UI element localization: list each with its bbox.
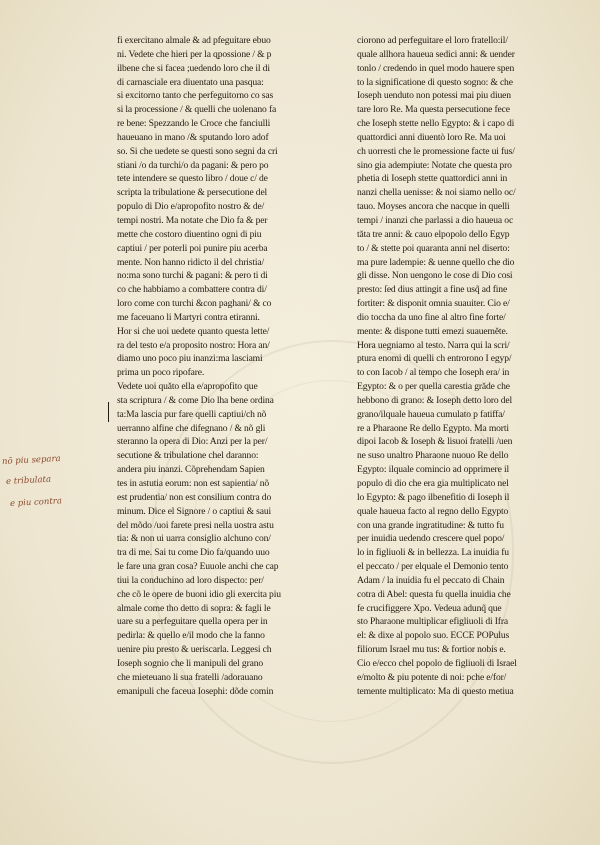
text-line: ni. Vedete che hieri per la ɋpossione / & p bbox=[117, 48, 272, 60]
text-line: fortiter: & disponit omnia suauiter. Cio e/ bbox=[357, 298, 510, 310]
text-line: tauo. Moyses ancora che nacque in quelli bbox=[357, 201, 510, 213]
text-line: cotra di Abel: questa fu quella inuidia che bbox=[357, 588, 511, 600]
text-line: pedirla: & quello e/il modo che la fanno bbox=[117, 630, 265, 642]
text-line: to con Iacob / al tempo che Ioseph era/ in bbox=[357, 367, 510, 379]
text-line: tia: & non ui uarra consiglio alchuno con/ bbox=[117, 533, 271, 545]
text-line: Egypto: & o per quella carestia grăde che bbox=[357, 381, 510, 393]
text-line: quattordici anni diuentò loro Re. Ma uoi bbox=[357, 131, 506, 143]
right-text-column bbox=[357, 34, 581, 699]
margin-annotation: e piu contra bbox=[9, 496, 63, 509]
left-text-column bbox=[117, 34, 343, 699]
text-line: so. Si che uedete se questi sono segni da cri bbox=[117, 145, 278, 157]
text-line: dio toccha da uno fine al altro fine forte/ bbox=[357, 311, 506, 323]
text-line: stiani /o da turchi/o da pagani: & pero po bbox=[117, 159, 269, 171]
text-line: populo di dio che era gia multiplicato nel bbox=[357, 478, 509, 489]
text-line: Ioseph sognio che li manipuli del grano bbox=[117, 657, 264, 669]
text-line: Adam / la inuidia fu el peccato di Chain bbox=[357, 574, 505, 586]
text-line: scripta la tribulatione & persecutione del bbox=[117, 187, 268, 199]
text-line: per inuidia uedendo crescere quel popo/ bbox=[357, 533, 505, 545]
text-line: Hor si che uoi uedete quanto questa lette/ bbox=[117, 325, 270, 337]
text-line: filiorum Israel mu tus: & fortior nobis e. bbox=[357, 644, 506, 656]
text-line: tiui la conduchino ad loro dispecto: per/ bbox=[117, 574, 264, 586]
text-line: presto: ſed dius attingit a fine usq̃ ad fine bbox=[357, 284, 508, 296]
text-line: to la significatione di questo sogno: & che bbox=[357, 76, 513, 88]
text-line: uerranno alfine che difegnano / & nõ gli bbox=[117, 422, 266, 434]
text-line: ra del testo e/a proposito nostro: Hora an/ bbox=[117, 339, 270, 351]
margin-annotation: nō piu separa bbox=[1, 453, 61, 467]
text-line: tăta tre anni: & cauo elpopolo dello Egyp bbox=[357, 228, 510, 240]
text-line: si la processione / & quelli che uolenano fa bbox=[117, 104, 277, 116]
text-line: quale haueua facto al regno dello Egypto bbox=[357, 505, 509, 517]
text-line: tare loro Re. Ma questa persecutione fece bbox=[357, 104, 510, 116]
text-line: haueuano in mano /& sputando loro adof bbox=[117, 131, 269, 143]
text-line: fi exercitano almale & ad pfeguitare ebuo bbox=[117, 35, 271, 46]
text-line: to / & stette poi quaranta anni nel diserto: bbox=[357, 242, 510, 254]
text-line: el: & dixe al popolo suo. ECCE POPulus bbox=[357, 630, 510, 642]
text-line: le fare una gran cosa? Euuole anchi che cap bbox=[117, 561, 279, 573]
text-line: est prudentia/ non est consilium contra do bbox=[117, 491, 272, 503]
text-line: e/molto & piu potente di noi: pche e/for/ bbox=[357, 671, 507, 683]
text-line: ma pure ladempie: & uenne quello che dio bbox=[357, 256, 515, 268]
text-line: mente: & dispone tutti emezi suauemĕte. bbox=[357, 325, 508, 337]
text-line: temente multiplicato: Ma di questo metiua bbox=[357, 685, 514, 697]
text-line: diamo uno poco piu inanzi:ma lasciami bbox=[117, 353, 263, 365]
text-line: ptura enomi di quelli ch entrorono I egyp/ bbox=[357, 353, 512, 365]
text-line: gli disse. Non uengono le cose di Dio cosi bbox=[357, 270, 513, 282]
text-line: mette che costoro diuentino ogni di piu bbox=[117, 228, 262, 240]
text-line: ne suso unaltro Pharaone nuouo Re dello bbox=[357, 450, 509, 462]
text-line: andera piu inanzi. Cõprehendam Sapien bbox=[117, 464, 265, 476]
text-line: prima un poco ripofare. bbox=[117, 367, 205, 379]
text-line: con una grande ingratitudine: & tutto fu bbox=[357, 519, 504, 531]
text-line: Ioseph uenduto non potessi mai piu diuen bbox=[357, 90, 511, 102]
text-line: ch uorresti che le promessione facte ui fus/ bbox=[357, 145, 515, 157]
text-line: tete intendere se questo libro / doue c/ de bbox=[117, 173, 268, 185]
text-line: re a Pharaone Re dello Egypto. Ma morti bbox=[357, 422, 509, 434]
text-line: co che habbiamo a combattere contra di/ bbox=[117, 284, 267, 296]
text-line: tonlo / credendo in quel modo hauere spen bbox=[357, 62, 515, 74]
text-line: che Ioseph stette nello Egypto: & i capo di bbox=[357, 118, 515, 130]
text-line: grano/ilquale haueua cumulato p fatiffa/ bbox=[357, 408, 505, 420]
text-line: emanipuli che faceua Iosephi: dõde comin bbox=[117, 685, 274, 697]
text-line: ilbene che si facea ;uedendo loro che il di bbox=[117, 62, 270, 74]
text-line: dipoi Iacob & Ioseph & lisuoi fratelli /uen bbox=[357, 436, 513, 448]
text-line: captiui / per poterli poi punire piu acerba bbox=[117, 242, 268, 254]
text-line: steranno la opera di Dio: Anzi per la per/ bbox=[117, 436, 268, 448]
text-line: Hora uegniamo al testo. Narra qui la scri/ bbox=[357, 339, 510, 351]
text-line: secutione & tribulatione chel daranno: bbox=[117, 450, 259, 462]
text-line: tes in astutia eorum: non est sapientia/ nõ bbox=[117, 478, 270, 489]
text-line: tra di me. Sai tu come Dio fa/quando uuo bbox=[117, 547, 270, 559]
text-line: del mõdo /uoi farete presi nella uostra astu bbox=[117, 519, 274, 531]
text-line: Cio e/ecco chel popolo de figliuoli di Israel bbox=[357, 657, 517, 669]
text-line: re bene: Spezzando le Croce che fanciulli bbox=[117, 118, 271, 130]
text-line: uenire piu presto & ueriscarla. Leggesi ch bbox=[117, 644, 272, 656]
text-line: Egypto: ilquale comincio ad opprimere il bbox=[357, 464, 509, 476]
text-line: fe crucifiggere Xpo. Vedeua adunq̃ que bbox=[357, 602, 502, 614]
margin-annotation: e tribulata bbox=[5, 474, 52, 487]
text-line: nanzi chella uenisse: & noi siamo nello oc/ bbox=[357, 187, 516, 199]
text-line: no:ma sono turchi & pagani: & pero ti di bbox=[117, 270, 268, 282]
text-line: hebbono di grano: & Ioseph detto loro del bbox=[357, 394, 513, 406]
text-line: phetia di Ioseph stette quattordici anni in bbox=[357, 173, 508, 185]
text-line: populo di Dio e/apropofito nostro & de/ bbox=[117, 201, 265, 213]
text-line: uare su a perfeguitare quella opera per in bbox=[117, 616, 268, 628]
text-line: che cõ le opere de buoni idio gli exercita piu bbox=[117, 588, 281, 600]
text-line: me faceuano li Martyri contra etiranni. bbox=[117, 311, 260, 323]
text-line: ciorono ad perfeguitare el loro fratello:il/ bbox=[357, 35, 508, 46]
text-line: ta:Ma lascia pur fare quelli captiui/ch nõ bbox=[117, 408, 267, 420]
text-line: di carnasciale era diuentato una pasqua: bbox=[117, 76, 264, 88]
text-line: sta scriptura / & come Dio lha bene ordina bbox=[117, 394, 274, 406]
text-line: Vedete uoi quăto ella e/apropofito que bbox=[117, 381, 258, 393]
text-line: si excitorno tanto che perfeguitorno co sas bbox=[117, 90, 274, 102]
text-line: sino gia adempiute: Notate che questa pro bbox=[357, 159, 512, 171]
text-line: mente. Non hanno ridicto il del christia/ bbox=[117, 256, 265, 268]
text-line: lo in figliuoli & in bellezza. La inuidia fu bbox=[357, 547, 509, 559]
text-line: tempi / inanzi che parlassi a dio haueua oc bbox=[357, 214, 514, 226]
paragraph-mark bbox=[108, 402, 113, 422]
text-line: minum. Dice el Signore / o captiui & saui bbox=[117, 505, 271, 517]
text-line: loro come con turchi &con paghani/ & co bbox=[117, 298, 272, 310]
text-line: che mieteuano li sua fratelli /adorauano bbox=[117, 671, 263, 683]
text-line: el peccato / per elquale el Demonio tento bbox=[357, 561, 509, 573]
text-line: tempi nostri. Ma notate che Dio fa & per bbox=[117, 214, 268, 226]
text-line: almale come tho detto di sopra: & fagli le bbox=[117, 602, 271, 614]
text-line: quale allhora haueua sedici anni: & uender bbox=[357, 48, 515, 60]
text-line: lo Egypto: & pago ilbenefitio di Ioseph il bbox=[357, 491, 510, 503]
text-line: sto Pharaone multiplicar efigliuoli di Ifra bbox=[357, 616, 509, 628]
